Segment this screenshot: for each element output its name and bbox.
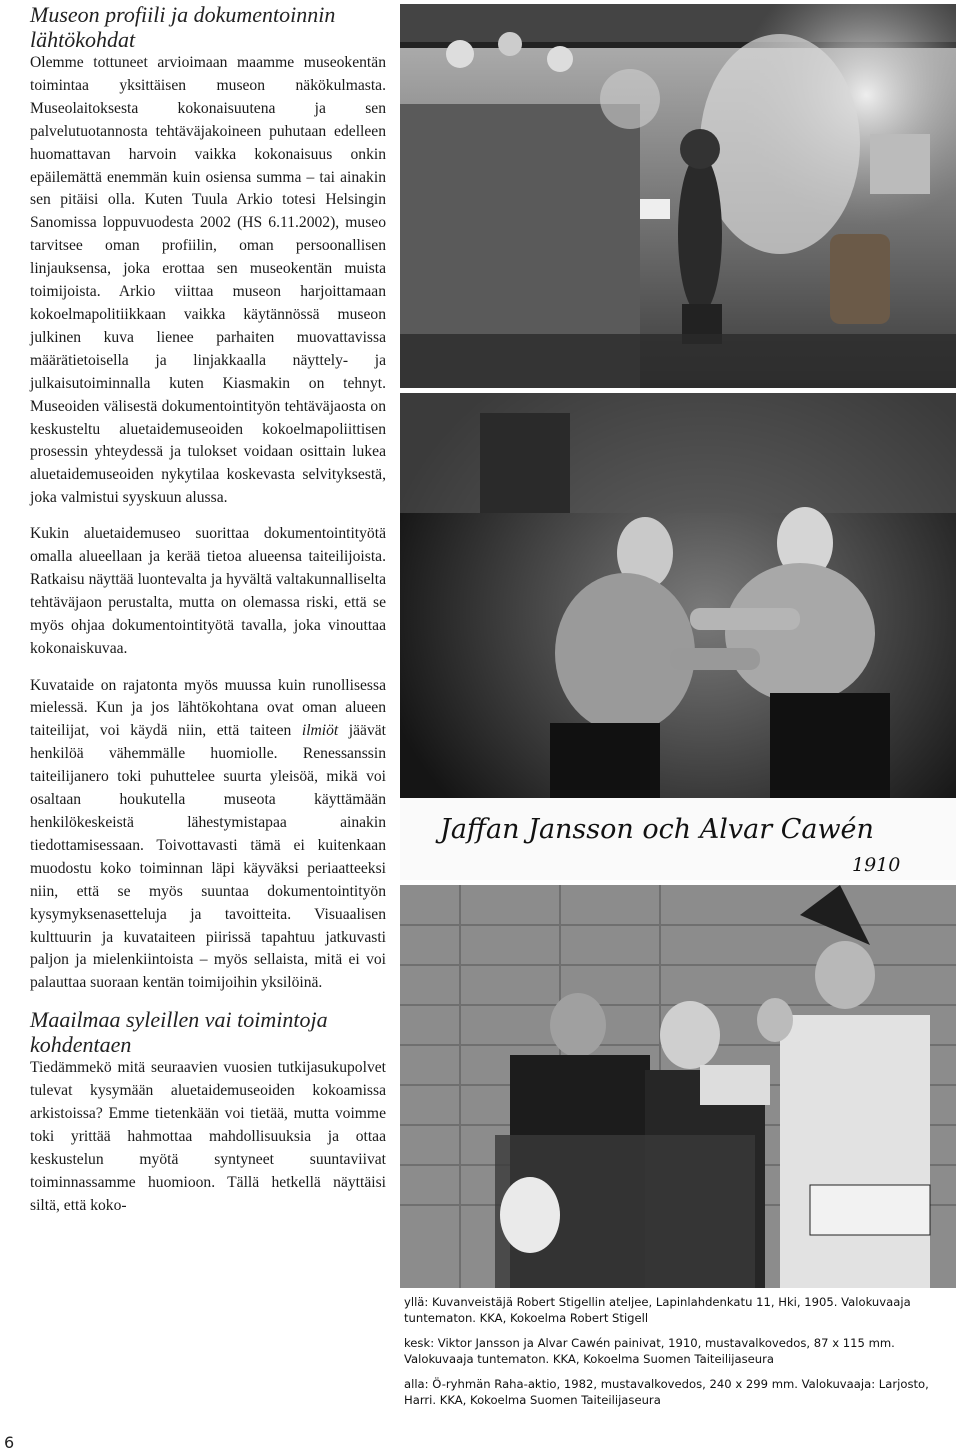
- text-column: [30, 0, 386, 1218]
- paragraph-4: Tiedämmekö mitä seuraavien vuosien tutkijasukupolvet tulevat kysymään aluetaidemuseoiden kokoamissa arkistoissa? Emme tietenkään voi tietää, mutta voimme toki yrittää hahmottaa mahdollisuuksia ja ottaa keskustelun myötä syntyneet suuntaviivat toiminnassamme huomioon. Tällä hetkellä näyttäisi siltä, että koko-: [30, 1059, 386, 1214]
- page-number: 6: [4, 1433, 15, 1452]
- photo-captions: [404, 1294, 944, 1408]
- caption-middle: kesk: Viktor Jansson ja Alvar Cawén painivat, 1910, mustavalkovedos, 87 x 115 mm. Valokuvaaja tuntematon. KKA, Kokoelma Suomen Taiteilijaseura: [404, 1336, 895, 1366]
- photo-studio: [400, 4, 956, 388]
- caption-top: yllä: Kuvanveistäjä Robert Stigellin ateljee, Lapinlahdenkatu 11, Hki, 1905. Valokuvaaja tuntematon. KKA, Kokoelma Robert Stigell: [404, 1295, 911, 1325]
- wrestlers-photo-image: [400, 393, 956, 880]
- photo-street-action: [400, 885, 956, 1288]
- photo-year: 1910: [852, 854, 901, 876]
- section-heading-world: Maailmaa syleillen vai toimintoja kohdentaen: [30, 1007, 328, 1058]
- studio-photo-image: [400, 4, 956, 388]
- emphasis-ilmiot: ilmiöt: [301, 722, 339, 740]
- paragraph-3: [30, 675, 386, 996]
- paragraph-3-part-b: jäävät henkilöä vähemmälle huomiolle. Renessanssin taiteilijanero toki puhuttelee suurta yleisöä, mikä voi osaltaan houkutella museota käyttämään henkilökeskeistä lähestymistapaa ainakin tiedottamisessaan. Toivottavasti tämä ei kuitenkaan muodostu koko toiminnan läpi käyväksi periaatteeksi niin, että se myös suuntaa dokumentointityön kysymyksenasetteluja ja tavoitteita. Visuaalisen kulttuurin ja kuvataiteen piirissä tapahtuu jatkuvasti paljon ja mielenkiintoista – myös sellaista, mitä ei voi palauttaa suoraan kentän toimijoihin yksilöinä.: [30, 722, 386, 992]
- photo-wrestlers: [400, 393, 956, 880]
- section-heading-profile: Museon profiili ja dokumentoinnin lähtökohdat: [30, 2, 336, 52]
- paragraph-1: Olemme tottuneet arvioimaan maamme museokentän toimintaa yksittäisen museon näkökulmasta. Museolaitoksesta kokonaisuutena ja sen palvelutuotannosta tehtäväjakoineen puhutaan edelleen huomattavan harvoin vaikka kokonaisuus onkin epäilemättä enemmän kuin osiensa summa – tai ainakin sen pitäisi olla. Kuten Tuula Arkio totesi Helsingin Sanomissa loppuvuodesta 2002 (HS 6.11.2002), museo tarvitsee oman profiilin, oman persoonallisen linjauksensa, joka erottaa sen museokentän muista toimijoista. Arkio viittaa museon harjoittamaan kokoelmapolitiikkaan vaikka käytännössä museon julkinen kuva lienee parhaiten muovattavissa määrätietoisella ja linjakkaalla näyttely- ja julkaisutoiminnalla kuten Kiasmakin on tehnyt. Museoiden välisestä dokumentointityön tehtäväjaosta on keskusteltu aluetaidemuseoiden kokoelmapoliittisen prosessin yhteydessä ja tulokset voidaan osittain lukea aluetaidemuseoiden nykytilaa koskevasta selvityksestä, joka valmistui syyskuun alussa.: [30, 54, 386, 507]
- paragraph-3-part-a: Kuvataide on rajatonta myös muussa kuin runollisessa mielessä. Kun ja jos lähtökohtana ovat oman alueen taiteilijat, voi käydä niin, että taiteen: [30, 676, 386, 740]
- caption-bottom: alla: Ö-ryhmän Raha-aktio, 1982, mustavalkovedos, 240 x 299 mm. Valokuvaaja: Larjosto, Harri. KKA, Kokoelma Suomen Taiteilijaseura: [404, 1377, 929, 1407]
- photo-inscription: Jaffan Jansson och Alvar Cawén: [440, 814, 874, 845]
- paragraph-2: Kukin aluetaidemuseo suorittaa dokumentointityötä omalla alueellaan ja kerää tietoa alueensa taiteilijoista. Ratkaisu näyttää luontevalta ja hyvältä valtakunnalliselta tehtäväjaon perustalta, mutta on olemassa riski, että se myös ohjaa dokumentointityötä tavalla, joka vinouttaa kokonaiskuvaa.: [30, 525, 386, 657]
- street-photo-image: [400, 885, 956, 1288]
